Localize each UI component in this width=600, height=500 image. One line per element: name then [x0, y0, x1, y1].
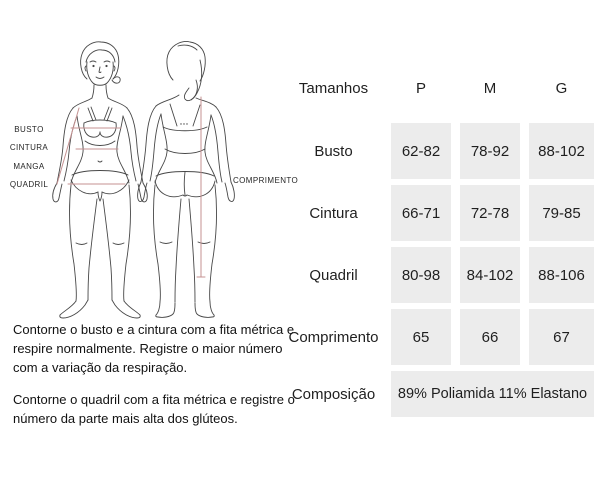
cell-comprimento-m: 66	[460, 309, 520, 365]
quadril-label: QUADRIL	[9, 179, 49, 189]
cell-composicao-value: 89% Poliamida 11% Elastano	[391, 371, 594, 417]
instruction-hip: Contorne o quadril com a fita métrica e registre o número da parte mais alta dos glúteos.	[13, 392, 295, 426]
row-label-cintura: Cintura	[309, 204, 358, 222]
cell-quadril-m: 84-102	[460, 247, 520, 303]
cell-cintura-p: 66-71	[391, 185, 451, 241]
size-column-header-g: G	[555, 79, 568, 97]
size-column-header-p: P	[415, 79, 426, 97]
measurement-instructions	[13, 320, 298, 441]
length-measure-line	[197, 97, 205, 277]
cell-comprimento-p: 65	[391, 309, 451, 365]
manga-label: MANGA	[13, 161, 45, 171]
row-label-comprimento: Comprimento	[288, 328, 379, 346]
back-figure	[138, 41, 235, 317]
row-label-busto: Busto	[314, 142, 353, 160]
table-title: Tamanhos	[298, 79, 369, 97]
row-label-quadril: Quadril	[309, 266, 358, 284]
sleeve-measure-line	[57, 108, 79, 184]
cell-cintura-m: 72-78	[460, 185, 520, 241]
cell-busto-m: 78-92	[460, 123, 520, 179]
front-figure	[53, 42, 148, 318]
cell-busto-g: 88-102	[529, 123, 594, 179]
row-label-composicao: Composição	[291, 385, 376, 403]
cell-quadril-g: 88-106	[529, 247, 594, 303]
size-table	[285, 59, 594, 417]
cell-quadril-p: 80-98	[391, 247, 451, 303]
busto-label: BUSTO	[14, 125, 44, 134]
comprimento-label: COMPRIMENTO	[233, 176, 299, 185]
cell-cintura-g: 79-85	[529, 185, 594, 241]
cell-comprimento-g: 67	[529, 309, 594, 365]
cintura-label: CINTURA	[9, 143, 49, 153]
size-column-header-m: M	[483, 79, 497, 97]
instruction-bust-waist: Contorne o busto e a cintura com a fita métrica e respire normalmente. Registre o maior número com a variação da respiração.	[13, 322, 295, 375]
measure-labels-column	[3, 121, 55, 194]
cell-busto-p: 62-82	[391, 123, 451, 179]
